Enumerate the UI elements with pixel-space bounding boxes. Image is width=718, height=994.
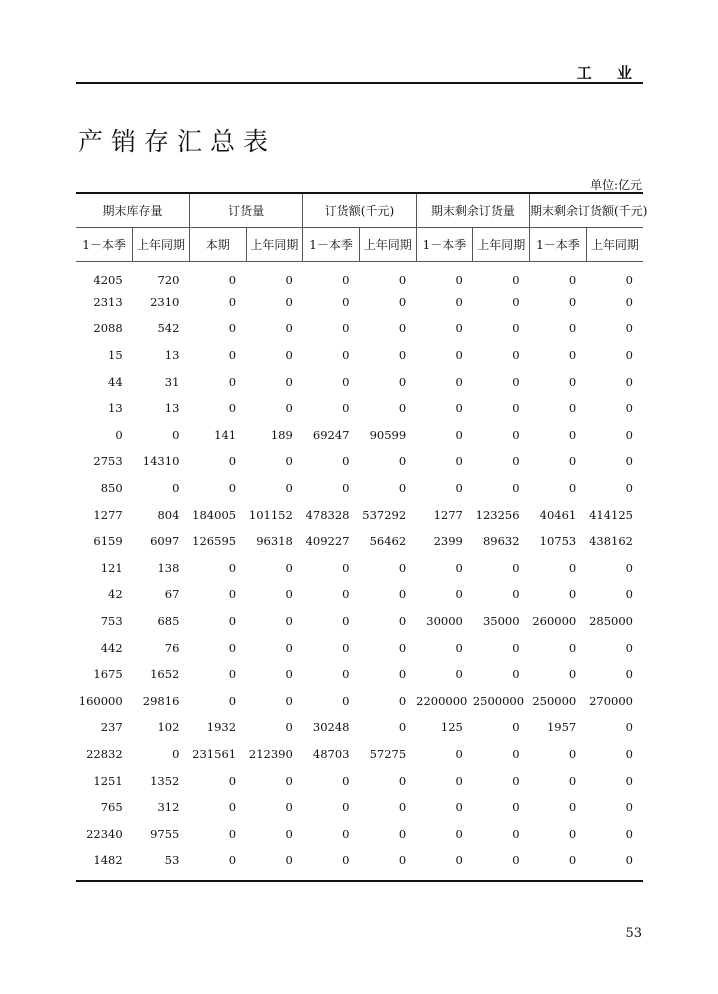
table-cell: 0 [398, 667, 407, 682]
table-cell: 0 [285, 348, 293, 363]
table-cell: 0 [455, 773, 463, 788]
table-cell: 0 [625, 853, 633, 868]
table-cell: 0 [455, 374, 463, 389]
sub-header-cell: 上年同期 [473, 228, 530, 262]
table-cell: 804 [157, 507, 180, 522]
table-cell: 720 [157, 272, 180, 287]
table-cell: 0 [228, 640, 237, 655]
table-cell: 1675 [93, 667, 123, 682]
table-cell: 0 [455, 401, 463, 416]
table-cell: 0 [512, 374, 520, 389]
table-cell: 0 [512, 560, 520, 575]
table-cell: 13 [164, 348, 180, 363]
table-cell: 0 [398, 374, 407, 389]
table-cell: 0 [568, 272, 577, 287]
table-cell: 0 [568, 587, 577, 602]
table-cell: 0 [512, 773, 520, 788]
table-cell: 542 [157, 321, 180, 336]
table-cell: 0 [228, 773, 237, 788]
table-cell: 1932 [206, 720, 237, 735]
table-cell: 0 [342, 374, 350, 389]
table-cell: 2310 [150, 294, 180, 309]
table-row [76, 475, 643, 502]
table-cell: 0 [342, 800, 350, 815]
table-cell: 0 [625, 348, 633, 363]
table-cell: 850 [100, 481, 123, 496]
table-cell: 0 [625, 560, 633, 575]
table-cell: 2753 [93, 454, 123, 469]
table-cell: 478328 [305, 507, 350, 522]
table-bottom-rule [76, 880, 643, 882]
table-cell: 0 [455, 800, 463, 815]
table-cell: 0 [625, 587, 633, 602]
table-cell: 15 [108, 348, 123, 363]
table-cell: 537292 [362, 507, 407, 522]
table-cell: 685 [157, 614, 180, 629]
table-row [76, 395, 643, 422]
table-cell: 0 [172, 746, 180, 761]
summary-table [76, 192, 648, 874]
table-cell: 57275 [369, 746, 407, 761]
table-cell: 753 [100, 614, 123, 629]
table-cell: 0 [285, 272, 293, 287]
table-cell: 0 [342, 693, 350, 708]
table-cell: 123256 [475, 507, 520, 522]
table-cell: 121 [100, 560, 123, 575]
table-cell: 0 [285, 640, 293, 655]
table-cell: 0 [228, 272, 237, 287]
table-cell: 0 [398, 401, 407, 416]
table-cell: 0 [568, 374, 577, 389]
table-cell: 0 [398, 481, 407, 496]
table-cell: 90599 [369, 427, 407, 442]
table-cell: 0 [625, 773, 633, 788]
table-cell: 0 [455, 826, 463, 841]
table-cell: 0 [512, 427, 520, 442]
table-cell: 250000 [532, 693, 577, 708]
table-cell: 0 [512, 272, 520, 287]
table-cell: 0 [512, 853, 520, 868]
table-cell: 53 [164, 853, 180, 868]
table-cell: 0 [625, 826, 633, 841]
table-cell: 0 [625, 746, 633, 761]
table-row [76, 714, 643, 741]
table-cell: 0 [172, 427, 180, 442]
table-cell: 0 [398, 693, 407, 708]
table-cell: 189 [270, 427, 293, 442]
table-cell: 0 [568, 454, 577, 469]
table-cell: 0 [342, 401, 350, 416]
table-cell: 126595 [192, 534, 237, 549]
table-cell: 0 [228, 826, 237, 841]
table-cell: 0 [172, 481, 180, 496]
table-cell: 40461 [539, 507, 577, 522]
table-cell: 0 [568, 321, 577, 336]
table-row [76, 342, 643, 369]
table-row [76, 661, 643, 688]
table-cell: 0 [455, 272, 463, 287]
table-cell: 0 [285, 614, 293, 629]
table-row [76, 794, 643, 821]
table-cell: 285000 [589, 614, 633, 629]
unit-label: 单位:亿元 [589, 178, 642, 192]
sub-header-cell: 上年同期 [133, 228, 190, 262]
table-cell: 0 [568, 294, 577, 309]
table-cell: 0 [285, 321, 293, 336]
sub-header-cell: 1－本季 [76, 228, 133, 262]
table-cell: 0 [455, 321, 463, 336]
table-cell: 409227 [305, 534, 350, 549]
table-cell: 184005 [192, 507, 237, 522]
table-cell: 1482 [93, 853, 123, 868]
table-cell: 0 [398, 853, 407, 868]
table-cell: 0 [228, 614, 237, 629]
table-cell: 4205 [93, 272, 123, 287]
table-cell: 0 [342, 272, 350, 287]
table-cell: 0 [398, 272, 407, 287]
table-cell: 0 [455, 348, 463, 363]
table-cell: 0 [285, 401, 293, 416]
table-cell: 102 [157, 720, 180, 735]
table-cell: 765 [100, 800, 123, 815]
table-cell: 0 [512, 587, 520, 602]
table-cell: 0 [398, 321, 407, 336]
table-cell: 31 [164, 374, 180, 389]
table-cell: 0 [285, 481, 293, 496]
table-cell: 231561 [192, 746, 237, 761]
group-header-remaining-order-quantity: 期末剩余订货量 [416, 193, 529, 228]
table-row [76, 820, 643, 847]
table-cell: 141 [214, 427, 237, 442]
table-cell: 0 [342, 348, 350, 363]
table-cell: 0 [398, 826, 407, 841]
table-cell: 0 [342, 853, 350, 868]
table-cell: 0 [512, 800, 520, 815]
sub-header-cell: 上年同期 [586, 228, 643, 262]
table-cell: 0 [285, 587, 293, 602]
table-cell: 0 [455, 427, 463, 442]
table-cell: 0 [455, 746, 463, 761]
table-cell: 1277 [93, 507, 123, 522]
table-cell: 0 [228, 667, 237, 682]
table-cell: 14310 [142, 454, 180, 469]
table-cell: 160000 [78, 693, 123, 708]
table-cell: 0 [568, 427, 577, 442]
group-header-row [76, 193, 643, 228]
table-cell: 0 [625, 321, 633, 336]
group-header-closing-inventory: 期末库存量 [76, 193, 189, 228]
table-cell: 0 [398, 454, 407, 469]
table-cell: 0 [625, 272, 633, 287]
table-cell: 0 [285, 773, 293, 788]
table-cell: 0 [568, 667, 577, 682]
table-cell: 0 [228, 800, 237, 815]
table-row [76, 741, 643, 768]
table-cell: 0 [228, 481, 237, 496]
table-cell: 0 [342, 560, 350, 575]
sub-header-cell: 上年同期 [246, 228, 303, 262]
table-cell: 0 [285, 667, 293, 682]
table-cell: 0 [455, 853, 463, 868]
table-cell: 10753 [539, 534, 577, 549]
table-row [76, 528, 643, 555]
table-cell: 260000 [532, 614, 577, 629]
table-cell: 30000 [426, 614, 463, 629]
table-row [76, 767, 643, 794]
table-cell: 44 [108, 374, 123, 389]
table-cell: 67 [164, 587, 180, 602]
table-cell: 0 [512, 454, 520, 469]
table-cell: 0 [568, 853, 577, 868]
table-cell: 0 [625, 401, 633, 416]
table-cell: 0 [455, 294, 463, 309]
table-cell: 42 [108, 587, 123, 602]
sub-header-cell: 1－本季 [530, 228, 587, 262]
table-cell: 0 [455, 560, 463, 575]
table-cell: 0 [512, 321, 520, 336]
table-cell: 0 [455, 587, 463, 602]
table-cell: 13 [164, 401, 180, 416]
table-cell: 0 [285, 560, 293, 575]
group-header-remaining-order-amount: 期末剩余订货额(千元) [530, 193, 643, 228]
table-cell: 0 [228, 454, 237, 469]
table-cell: 0 [228, 401, 237, 416]
table-cell: 29816 [142, 693, 180, 708]
table-cell: 442 [100, 640, 123, 655]
table-cell: 0 [228, 374, 237, 389]
table-cell: 0 [455, 481, 463, 496]
table-cell: 125 [440, 720, 463, 735]
table-cell: 0 [512, 720, 520, 735]
table-cell: 96318 [256, 534, 293, 549]
table-cell: 1277 [433, 507, 463, 522]
table-cell: 0 [285, 454, 293, 469]
table-cell: 35000 [482, 614, 520, 629]
table-cell: 0 [285, 374, 293, 389]
sub-header-cell: 本期 [189, 228, 246, 262]
table-cell: 0 [625, 294, 633, 309]
sub-header-cell: 1－本季 [416, 228, 473, 262]
sub-header-cell: 上年同期 [359, 228, 416, 262]
table-cell: 0 [512, 667, 520, 682]
table-cell: 0 [625, 800, 633, 815]
table-cell: 237 [100, 720, 123, 735]
table-cell: 0 [512, 401, 520, 416]
table-cell: 0 [398, 587, 407, 602]
table-row [76, 847, 643, 874]
table-cell: 0 [228, 587, 237, 602]
table-cell: 0 [568, 640, 577, 655]
table-row [76, 289, 643, 316]
table-cell: 2200000 [416, 693, 468, 708]
table-cell: 0 [568, 800, 577, 815]
table-cell: 0 [625, 667, 633, 682]
table-cell: 0 [625, 720, 633, 735]
table-cell: 0 [342, 454, 350, 469]
table-cell: 6159 [93, 534, 123, 549]
table-cell: 0 [228, 294, 237, 309]
table-cell: 0 [342, 294, 350, 309]
table-cell: 312 [157, 800, 180, 815]
table-cell: 0 [398, 294, 407, 309]
table-cell: 9755 [150, 826, 180, 841]
table-cell: 0 [512, 826, 520, 841]
table-cell: 0 [285, 853, 293, 868]
table-cell: 1957 [546, 720, 577, 735]
table-row [76, 448, 643, 475]
table-cell: 0 [568, 401, 577, 416]
table-cell: 1652 [150, 667, 180, 682]
table-cell: 0 [228, 693, 237, 708]
table-cell: 0 [512, 640, 520, 655]
table-cell: 0 [398, 560, 407, 575]
table-cell: 0 [398, 773, 407, 788]
table-cell: 0 [625, 454, 633, 469]
table-cell: 0 [568, 826, 577, 841]
table-cell: 0 [455, 454, 463, 469]
group-header-order-amount: 订货额(千元) [303, 193, 416, 228]
table-cell: 0 [342, 826, 350, 841]
table-cell: 0 [342, 667, 350, 682]
table-cell: 270000 [589, 693, 633, 708]
table-cell: 0 [285, 826, 293, 841]
table-cell: 0 [285, 800, 293, 815]
table-cell: 76 [164, 640, 180, 655]
table-cell: 0 [228, 560, 237, 575]
table-row [76, 688, 643, 715]
table-cell: 0 [342, 614, 350, 629]
table-cell: 0 [342, 773, 350, 788]
table-cell: 6097 [150, 534, 180, 549]
table-row [76, 422, 643, 449]
table-cell: 0 [342, 587, 350, 602]
table-cell: 48703 [312, 746, 350, 761]
table-cell: 2313 [93, 294, 123, 309]
table-cell: 0 [455, 667, 463, 682]
table-cell: 0 [568, 773, 577, 788]
table-cell: 0 [228, 321, 237, 336]
table-cell: 0 [398, 348, 407, 363]
table-row [76, 581, 643, 608]
table-cell: 2088 [93, 321, 123, 336]
table-cell: 0 [228, 348, 237, 363]
table-cell: 0 [398, 614, 407, 629]
table-cell: 0 [625, 374, 633, 389]
table-row [76, 608, 643, 635]
table-cell: 0 [568, 746, 577, 761]
table-cell: 0 [285, 693, 293, 708]
table-cell: 0 [568, 348, 577, 363]
table-row [76, 262, 643, 289]
group-header-order-quantity: 订货量 [189, 193, 302, 228]
table-cell: 69247 [312, 427, 350, 442]
page-number: 53 [625, 926, 642, 941]
table-row [76, 634, 643, 661]
table-cell: 0 [455, 640, 463, 655]
table-cell: 1251 [93, 773, 123, 788]
header-rule [76, 82, 643, 84]
table-cell: 0 [398, 720, 407, 735]
table-cell: 2399 [433, 534, 463, 549]
sub-header-cell: 1－本季 [303, 228, 360, 262]
table-cell: 0 [398, 800, 407, 815]
table-cell: 0 [512, 481, 520, 496]
table-cell: 30248 [312, 720, 350, 735]
table-cell: 0 [285, 294, 293, 309]
table-cell: 0 [625, 427, 633, 442]
table-cell: 138 [157, 560, 180, 575]
table-cell: 0 [512, 294, 520, 309]
sub-header-row [76, 228, 643, 262]
table-cell: 1352 [150, 773, 180, 788]
table-cell: 212390 [248, 746, 293, 761]
table-row [76, 368, 643, 395]
table-cell: 414125 [589, 507, 633, 522]
table-cell: 0 [342, 321, 350, 336]
table-cell: 0 [115, 427, 123, 442]
page-title: 产销存汇总表 [78, 127, 277, 156]
table-body [76, 262, 643, 874]
table-cell: 0 [342, 481, 350, 496]
table-cell: 13 [108, 401, 123, 416]
table-cell: 0 [342, 640, 350, 655]
table-cell: 438162 [589, 534, 633, 549]
table-cell: 0 [228, 853, 237, 868]
table-cell: 22832 [86, 746, 123, 761]
section-label: 工 业 [576, 64, 642, 82]
table-cell: 0 [568, 481, 577, 496]
table-cell: 0 [512, 348, 520, 363]
table-cell: 0 [398, 640, 407, 655]
table-cell: 56462 [369, 534, 407, 549]
table-row [76, 555, 643, 582]
table-cell: 22340 [86, 826, 123, 841]
summary-table-container [76, 192, 648, 882]
table-cell: 101152 [248, 507, 293, 522]
table-cell: 0 [625, 481, 633, 496]
table-cell: 0 [625, 640, 633, 655]
table-cell: 0 [568, 560, 577, 575]
table-cell: 0 [512, 746, 520, 761]
table-cell: 2500000 [472, 693, 525, 708]
table-row [76, 315, 643, 342]
table-row [76, 501, 643, 528]
table-cell: 0 [285, 720, 293, 735]
table-cell: 89632 [482, 534, 520, 549]
